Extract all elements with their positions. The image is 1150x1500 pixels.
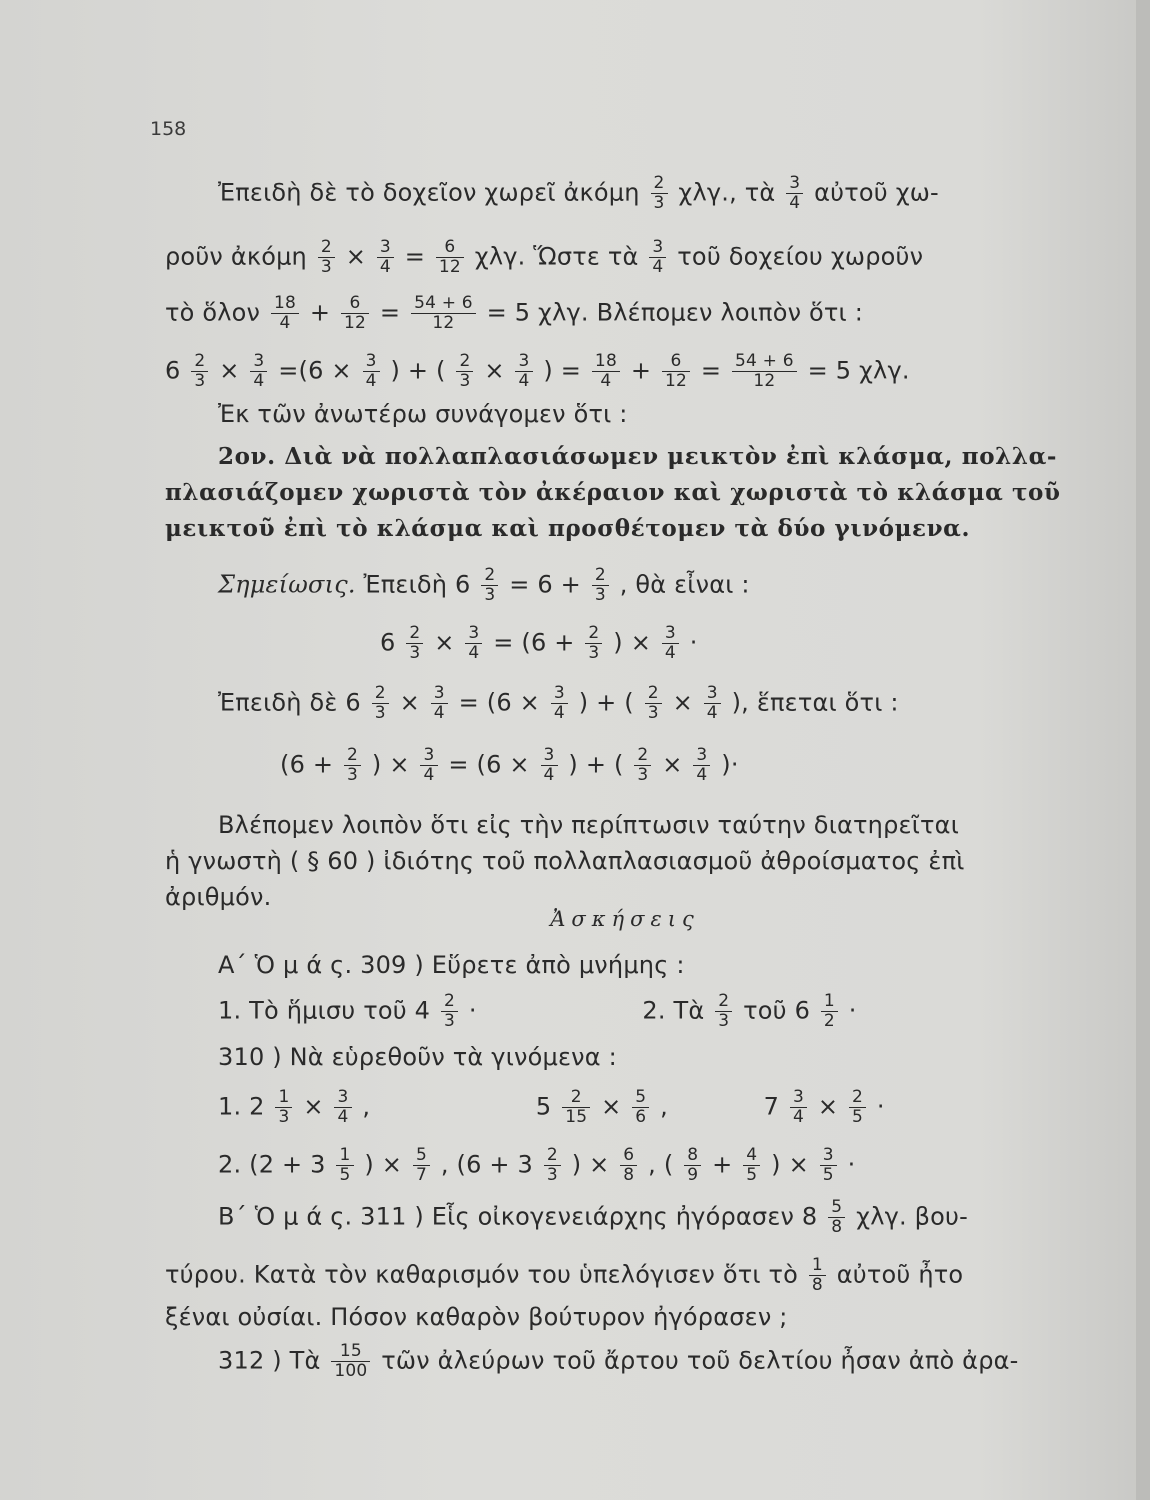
text-segment: 1. 2: [218, 1092, 265, 1121]
denominator: 5: [746, 1165, 758, 1185]
fraction: [413, 1146, 430, 1185]
denominator: 100: [334, 1361, 368, 1381]
conclusion-line-2: ἡ γνωστὴ ( § 60 ) ἰδιότης τοῦ πολλαπλασιασμοῦ ἀθροίσματος ἐπὶ: [165, 847, 965, 875]
text-segment: ροῦν ἀκόμη: [165, 242, 307, 271]
numerator: 5: [828, 1198, 845, 1218]
denominator: 4: [337, 1107, 349, 1127]
fraction: [544, 1146, 561, 1185]
numerator: 1: [821, 992, 838, 1012]
fraction: [849, 1088, 866, 1127]
numerator: 3: [693, 746, 710, 766]
numerator: 2: [406, 624, 423, 644]
numerator: 2: [645, 684, 662, 704]
numerator: 2: [634, 746, 651, 766]
text-segment: ): [771, 1150, 781, 1179]
denominator: 3: [637, 765, 649, 785]
denominator: 4: [253, 371, 265, 391]
denominator: 4: [696, 765, 708, 785]
text-segment: (6 ×: [476, 750, 530, 779]
text-segment: Σημείωσις.: [218, 570, 356, 599]
denominator: 4: [365, 371, 377, 391]
text-segment: (6 +: [280, 750, 334, 779]
text-segment: =: [404, 242, 426, 271]
denominator: 3: [459, 371, 471, 391]
denominator: 4: [553, 703, 565, 723]
fraction: [649, 238, 666, 277]
exercise-309-items: [218, 992, 1138, 1031]
text-segment: ×: [389, 750, 410, 779]
text-segment: 6: [165, 356, 181, 385]
denominator: 5: [852, 1107, 864, 1127]
denominator: 6: [635, 1107, 647, 1127]
text-segment: (: [613, 750, 624, 779]
fraction: [592, 566, 609, 605]
fraction: [704, 684, 721, 723]
conclusion-line-1: Βλέπομεν λοιπὸν ὅτι εἰς τὴν περίπτωσιν ταύτην διατηρεῖται: [218, 811, 960, 839]
text-segment: ): [571, 1150, 582, 1179]
text-segment: ×: [589, 1150, 610, 1179]
denominator: 8: [811, 1275, 823, 1295]
text-segment: ×: [434, 628, 455, 657]
fraction: [592, 352, 620, 391]
exercise-310: 310 ) Νὰ εὑρεθοῦν τὰ γινόμενα :: [218, 1043, 617, 1071]
fraction: [684, 1146, 701, 1185]
numerator: 3: [334, 1088, 351, 1108]
fraction: [645, 684, 662, 723]
denominator: 8: [623, 1165, 635, 1185]
exercise-311-line-3: ξέναι οὐσίαι. Πόσον καθαρὸν βούτυρον ἠγόρασεν ;: [165, 1303, 788, 1331]
text-segment: +: [585, 750, 607, 779]
denominator: 4: [600, 371, 612, 391]
text-segment: τοῦ δοχείου χωροῦν: [677, 242, 924, 271]
text-segment: τύρου. Κατὰ τὸν καθαρισμόν του ὑπελόγισεν ὅτι τὸ: [165, 1260, 799, 1289]
text-segment: χλγ. βου-: [856, 1202, 968, 1231]
equation-line: [165, 352, 1085, 391]
numerator: 6: [436, 238, 464, 258]
text-segment: (: [663, 1150, 674, 1179]
text-segment: ×: [399, 688, 420, 717]
fraction: [634, 746, 651, 785]
numerator: 3: [662, 624, 679, 644]
text-segment: ·: [468, 996, 477, 1025]
denominator: 3: [347, 765, 359, 785]
fraction: [732, 352, 797, 391]
numerator: 2: [715, 992, 732, 1012]
denominator: 12: [438, 257, 461, 277]
denominator: 12: [344, 313, 367, 333]
fraction: [431, 684, 448, 723]
page-edge: [1136, 0, 1150, 1500]
fraction: [275, 1088, 292, 1127]
denominator: 15: [565, 1107, 588, 1127]
fraction: [436, 238, 464, 277]
fraction: [331, 1342, 370, 1381]
exercise-311-line-2: [165, 1256, 1085, 1295]
numerator: 18: [271, 294, 299, 314]
numerator: 4: [743, 1146, 760, 1166]
text-segment: 312 ) Τὰ: [218, 1346, 321, 1375]
text-line-2: [165, 238, 1085, 277]
numerator: 2: [849, 1088, 866, 1108]
fraction: [271, 294, 299, 333]
fraction: [191, 352, 208, 391]
fraction: [465, 624, 482, 663]
text-segment: ×: [219, 356, 240, 385]
denominator: 3: [546, 1165, 558, 1185]
fraction: [515, 352, 532, 391]
text-segment: ): [543, 356, 553, 385]
text-segment: +: [309, 298, 331, 327]
text-segment: ): [371, 750, 382, 779]
note-line-3: [218, 684, 1138, 723]
fraction: [406, 624, 423, 663]
denominator: 3: [647, 703, 659, 723]
numerator: 6: [341, 294, 369, 314]
denominator: 3: [409, 643, 421, 663]
numerator: 3: [377, 238, 394, 258]
denominator: 3: [278, 1107, 290, 1127]
denominator: 4: [652, 257, 664, 277]
text-segment: =: [560, 356, 582, 385]
text-segment: = 6 +: [509, 570, 581, 599]
text-segment: =(6 ×: [278, 356, 352, 385]
numerator: 3: [790, 1088, 807, 1108]
text-segment: ,: [660, 1092, 668, 1121]
text-segment: ×: [662, 750, 683, 779]
note-line-4: [280, 746, 960, 785]
denominator: 4: [468, 643, 480, 663]
denominator: 4: [433, 703, 445, 723]
numerator: 6: [620, 1146, 637, 1166]
numerator: 2: [344, 746, 361, 766]
numerator: 3: [551, 684, 568, 704]
fraction: [551, 684, 568, 723]
text-segment: ): [613, 628, 623, 657]
numerator: 3: [649, 238, 666, 258]
text-segment: ·: [876, 1092, 885, 1121]
denominator: 4: [543, 765, 555, 785]
text-segment: ,: [648, 1150, 656, 1179]
fraction: [715, 992, 732, 1031]
fraction: [786, 174, 803, 213]
text-segment: (6 + 3: [456, 1150, 533, 1179]
fraction: [585, 624, 602, 663]
denominator: 4: [279, 313, 291, 333]
text-segment: ,: [440, 1150, 449, 1179]
denominator: 8: [831, 1217, 843, 1237]
denominator: 7: [415, 1165, 427, 1185]
text-segment: 7: [763, 1092, 780, 1121]
numerator: 3: [786, 174, 803, 194]
text-segment: ×: [601, 1092, 622, 1121]
text-segment: ): [390, 356, 401, 385]
text-segment: 1. Τὸ ἥμισυ τοῦ 4: [218, 996, 431, 1025]
denominator: 5: [822, 1165, 834, 1185]
numerator: 3: [465, 624, 482, 644]
text-segment: τοῦ 6: [743, 996, 811, 1025]
fraction: [363, 352, 380, 391]
text-segment: ×: [381, 1150, 403, 1179]
numerator: 2: [544, 1146, 561, 1166]
conclusion-line-3: ἀριθμόν.: [165, 883, 272, 911]
numerator: 2: [481, 566, 498, 586]
fraction: [743, 1146, 760, 1185]
text-segment: = 5 χλγ.: [807, 356, 910, 385]
fraction: [620, 1146, 637, 1185]
denominator: 2: [823, 1011, 835, 1031]
fraction: [809, 1256, 826, 1295]
denominator: 4: [789, 193, 801, 213]
fraction: [344, 746, 361, 785]
text-segment: Ἐπειδὴ δὲ 6: [218, 688, 361, 717]
denominator: 4: [423, 765, 435, 785]
text-segment: ×: [303, 1092, 324, 1121]
text-segment: ·: [847, 1150, 856, 1179]
text-segment: (2 + 3: [249, 1150, 326, 1179]
text-segment: +: [630, 356, 652, 385]
page-number: 158: [150, 118, 187, 140]
numerator: 1: [336, 1146, 353, 1166]
denominator: 3: [594, 585, 606, 605]
text-segment: (6 ×: [486, 688, 540, 717]
denominator: 3: [194, 371, 206, 391]
text-segment: 2.: [218, 1150, 242, 1179]
numerator: 2: [651, 174, 668, 194]
denominator: 4: [379, 257, 391, 277]
fraction: [411, 294, 476, 333]
rule-line-2: πλασιάζομεν χωριστὰ τὸν ἀκέραιον καὶ χωριστὰ τὸ κλάσμα τοῦ: [165, 479, 1061, 506]
numerator: 3: [515, 352, 532, 372]
text-segment: ×: [630, 628, 652, 657]
text-segment: =: [448, 750, 469, 779]
text-segment: ×: [817, 1092, 839, 1121]
fraction: [562, 1088, 590, 1127]
text-segment: χλγ., τὰ: [678, 178, 776, 207]
numerator: 8: [684, 1146, 701, 1166]
rule-line-1: 2ον. Διὰ νὰ πολλαπλασιάσωμεν μεικτὸν ἐπὶ κλάσμα, πολλα-: [218, 443, 1058, 470]
denominator: 3: [320, 257, 332, 277]
fraction: [693, 746, 710, 785]
exercise-310-row-2: [218, 1146, 1138, 1185]
text-segment: τῶν ἀλεύρων τοῦ ἄρτου τοῦ δελτίου ἦσαν ἀπὸ ἀρα-: [381, 1346, 1019, 1375]
fraction: [336, 1146, 353, 1185]
text-segment: Ἐπειδὴ 6: [363, 570, 471, 599]
numerator: 18: [592, 352, 620, 372]
denominator: 12: [432, 313, 455, 333]
text-segment: ),: [731, 688, 749, 717]
fraction: [662, 624, 679, 663]
numerator: 3: [420, 746, 437, 766]
text-segment: ἕπεται ὅτι :: [756, 688, 899, 717]
text-segment: , θὰ εἶναι :: [619, 570, 750, 599]
exercise-311-line-1: [218, 1198, 1138, 1237]
text-segment: τὸ ὅλον: [165, 298, 261, 327]
numerator: 2: [585, 624, 602, 644]
text-segment: ·: [689, 628, 698, 657]
numerator: 3: [431, 684, 448, 704]
denominator: 4: [518, 371, 530, 391]
denominator: 5: [339, 1165, 351, 1185]
text-segment: ×: [788, 1150, 809, 1179]
text-segment: =: [493, 628, 514, 657]
rule-line-3: μεικτοῦ ἐπὶ τὸ κλάσμα καὶ προσθέτομεν τὰ δύο γινόμενα.: [165, 515, 971, 542]
numerator: 3: [541, 746, 558, 766]
numerator: 3: [363, 352, 380, 372]
text-segment: Ἐπειδὴ δὲ τὸ δοχεῖον χωρεῖ ἀκόμη: [218, 178, 640, 207]
text-segment: +: [407, 356, 429, 385]
fraction: [662, 352, 690, 391]
text-segment: (6 +: [521, 628, 575, 657]
denominator: 9: [687, 1165, 699, 1185]
fraction: [456, 352, 473, 391]
text-segment: ,: [362, 1092, 371, 1121]
denominator: 3: [444, 1011, 456, 1031]
text-segment: (: [436, 356, 446, 385]
text-line-1: [218, 174, 1138, 213]
numerator: 5: [632, 1088, 649, 1108]
note-line-2: [380, 624, 980, 663]
fraction: [334, 1088, 351, 1127]
text-segment: αὐτοῦ ἦτο: [836, 1260, 964, 1289]
text-line-3: [165, 294, 1085, 333]
denominator: 3: [718, 1011, 730, 1031]
fraction: [420, 746, 437, 785]
denominator: 12: [753, 371, 776, 391]
numerator: 3: [820, 1146, 837, 1166]
denominator: 4: [706, 703, 718, 723]
numerator: 1: [809, 1256, 826, 1276]
text-segment: +: [712, 1150, 733, 1179]
exercise-309: Α΄ Ὁ μ ά ς. 309 ) Εὕρετε ἀπὸ μνήμης :: [218, 951, 685, 979]
denominator: 12: [664, 371, 688, 391]
denominator: 3: [484, 585, 496, 605]
text-segment: (: [624, 688, 634, 717]
numerator: 15: [331, 1342, 370, 1362]
exercise-310-row-1: [218, 1088, 1138, 1127]
text-line-5: Ἐκ τῶν ἀνωτέρω συνάγομεν ὅτι :: [218, 400, 628, 428]
fraction: [372, 684, 389, 723]
numerator: 5: [413, 1146, 430, 1166]
numerator: 2: [456, 352, 473, 372]
text-segment: =: [458, 688, 479, 717]
text-segment: =: [700, 356, 722, 385]
fraction: [651, 174, 668, 213]
text-segment: ×: [672, 688, 693, 717]
exercises-heading: Ἀσκήσεις: [550, 907, 700, 931]
numerator: 2: [191, 352, 208, 372]
numerator: 1: [275, 1088, 292, 1108]
numerator: 2: [318, 238, 335, 258]
fraction: [790, 1088, 807, 1127]
text-segment: = 5 χλγ. Βλέπομεν λοιπὸν ὅτι :: [486, 298, 863, 327]
text-segment: 5: [535, 1092, 552, 1121]
fraction: [481, 566, 498, 605]
numerator: 3: [250, 352, 267, 372]
text-segment: χλγ. Ὥστε τὰ: [474, 242, 639, 271]
exercise-312: [218, 1342, 1138, 1381]
numerator: 54 + 6: [732, 352, 797, 372]
fraction: [828, 1198, 845, 1237]
fraction: [632, 1088, 649, 1127]
fraction: [250, 352, 267, 391]
numerator: 2: [372, 684, 389, 704]
numerator: 2: [562, 1088, 590, 1108]
fraction: [377, 238, 394, 277]
numerator: 6: [662, 352, 690, 372]
text-segment: )·: [721, 750, 739, 779]
denominator: 4: [793, 1107, 805, 1127]
note-line-1: [218, 566, 1138, 605]
fraction: [541, 746, 558, 785]
denominator: 4: [664, 643, 676, 663]
text-segment: 6: [380, 628, 396, 657]
text-segment: αὐτοῦ χω-: [814, 178, 939, 207]
text-segment: ): [568, 750, 578, 779]
text-segment: +: [596, 688, 617, 717]
text-segment: ): [578, 688, 589, 717]
fraction: [441, 992, 458, 1031]
numerator: 2: [441, 992, 458, 1012]
text-segment: ×: [484, 356, 505, 385]
text-segment: 2. Τὰ: [642, 996, 705, 1025]
numerator: 54 + 6: [411, 294, 476, 314]
numerator: 2: [592, 566, 609, 586]
text-segment: =: [379, 298, 401, 327]
fraction: [820, 1146, 837, 1185]
text-segment: ): [364, 1150, 374, 1179]
denominator: 3: [374, 703, 386, 723]
denominator: 3: [588, 643, 600, 663]
text-segment: ×: [345, 242, 366, 271]
denominator: 3: [653, 193, 665, 213]
numerator: 3: [704, 684, 721, 704]
text-segment: Β΄ Ὁ μ ά ς. 311 ) Εἷς οἰκογενειάρχης ἠγόρασεν 8: [218, 1202, 818, 1231]
fraction: [318, 238, 335, 277]
fraction: [341, 294, 369, 333]
fraction: [821, 992, 838, 1031]
text-segment: ·: [848, 996, 857, 1025]
